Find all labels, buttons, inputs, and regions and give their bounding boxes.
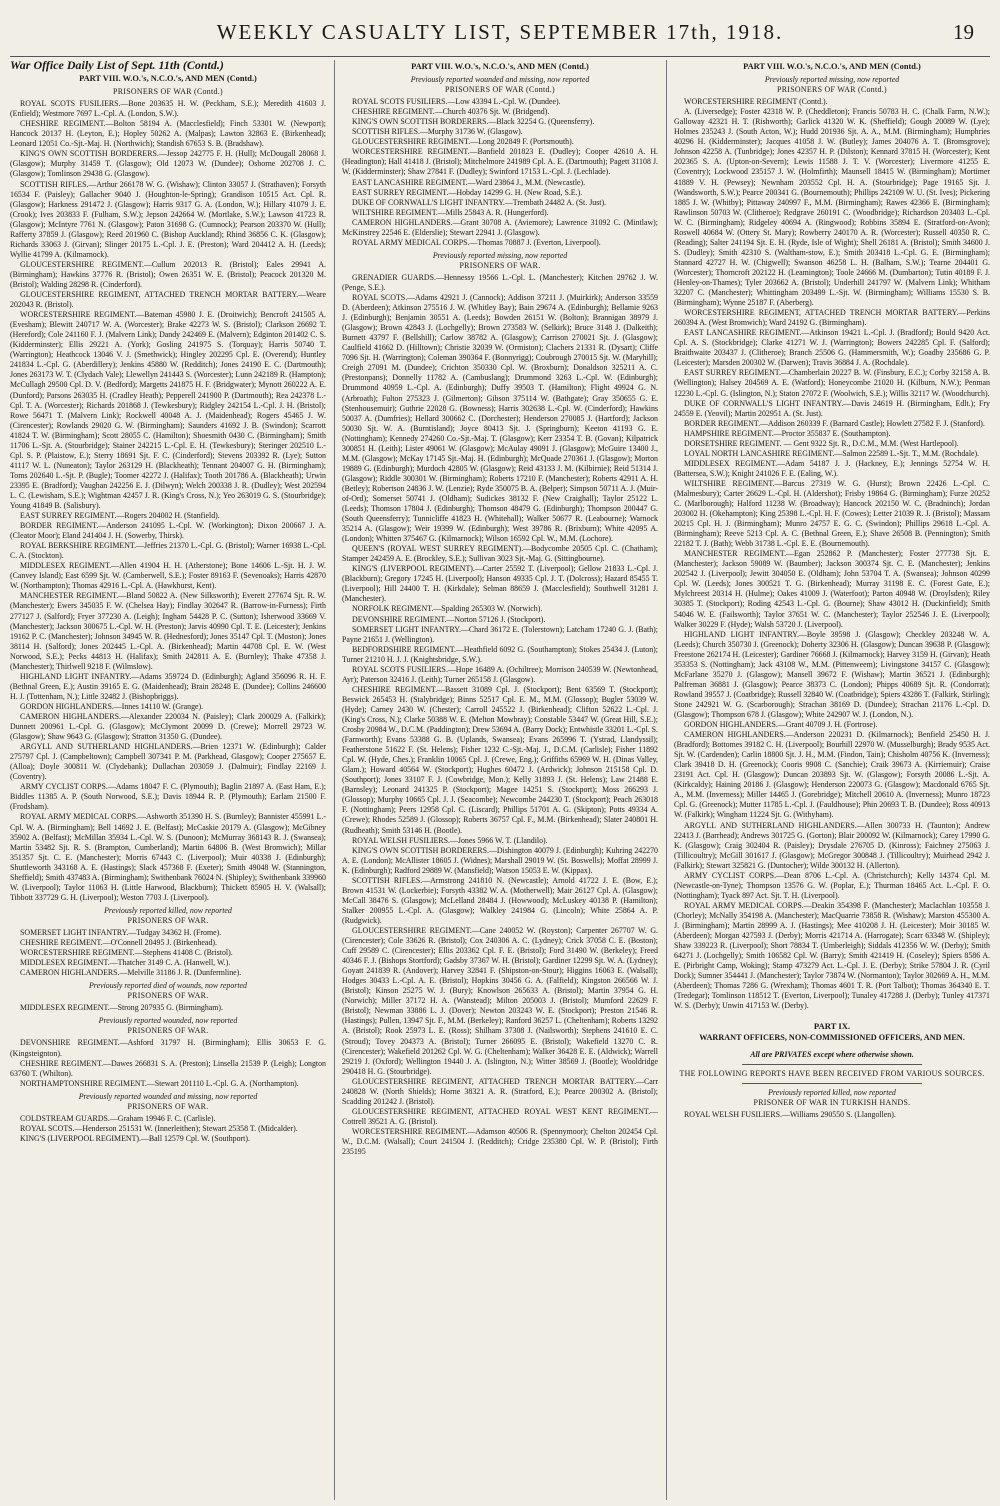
section-subheading: Previously reported died of wounds, now reported: [88, 981, 247, 991]
column-3: [674, 60, 990, 1500]
section-heading: PRISONERS OF WAR (Contd.): [777, 85, 887, 95]
column-2: [342, 60, 658, 1500]
casualty-entry: WILTSHIRE REGIMENT.—Mills 25843 A. R. (Hungerford).: [352, 207, 549, 217]
casualty-entry: CHESHIRE REGIMENT.—Dawes 266831 S. A. (Preston); Linsella 21539 P. (Leigh); Longton 63760 T. (Whilton).: [10, 1058, 326, 1078]
casualty-entry: GORDON HIGHLANDERS.—Grant 40709 J. H. (Fortrose).: [684, 720, 878, 730]
section-rule: [742, 1083, 922, 1084]
casualty-entry: ROYAL ARMY MEDICAL CORPS.—Deakin 354398 F. (Manchester); Maclachlan 103558 J. (Chorley); McNally 354198 A. (Manchester); MacQuarrie 73858 R. (Wishaw); Marston 455300 A. J. (Birmingham); Martin 28999 A. J. (Hastings); Mee 410208 J. H. (Leicester); Moir 30185 W. (Aberdeen); Morgan 427593 J. (Derby); Morris 421714 A. (Harrogate); Scarr 63348 W. (Shipley); Shaw 339223 R. (Liverpool); Short 78834 T. (Umberleigh); Siddals 412356 W. W. (Derby); Smith 64271 J. (Lochgelly); Smith 106582 Cpl. W. (Barry); Smith 421419 H. (Coseley); Spiers 8586 A. E. (Pirbright Camp, Woking); Stamp 473279 Act. L.-Cpl. J. E. (Derby); Strike 57804 J. R. (Cyril Dock); Sumner 354441 J. (Manchester); Taylor 73874 W. (Normanton); Taylor 302669 A. H., M.M. (Aberdeen); Thomas 7286 G. (Wrexham); Thomas 4601 T. R. (Port Talbot); Thomas 364340 E. T. (Tredegar); Tomlinson 118512 T. (Everton, Liverpool); Tunaley 417288 J. (Derby); Tunley 417371 W. S. (Derby); Unwin 417153 W. (Derby).: [674, 900, 990, 1011]
casualty-entry: GLOUCESTERSHIRE REGIMENT, ATTACHED TRENCH MORTAR BATTERY.—Weare 202043 R. (Bristol).: [10, 290, 326, 310]
casualty-entry: GLOUCESTERSHIRE REGIMENT.—Cane 240052 W. (Royston); Carpenter 267707 W. G. (Cirencester); Cole 33626 R. (Bristol); Cox 240306 A. C. (Lydney); Crick 37058 C. E. (Boston); Cuff 29589 C. (Cirencester); Ellis 203362 Cpl. F. E. (Bristol); Ford 31490 W. (Berkeley); Freed 40346 F. J. (Bishops Stortford); Gadsby 37367 W. H. (Bristol); Gardiner 12299 Sjt. W. A. (Lydney); Goyatt 241839 R. (Andover); Harvey 32841 F. (Shipston-on-Stour); Higgins 16063 E. (Walsall); Hodges 30433 L.-Cpl. A. E. (Bristol); Hopkins 30456 G. A. (Falfield); Kingston 266566 W. J. (Bristol); Kinson 25275 W. J. (Bury); Knowlson 265633 A. (Bristol); Martin 37954 G. H. (Norwich); Miller 37172 H. A. (Wanstead); Milton 205003 J. (Bristol); Mumford 22629 F. (Bristol); Newman 33886 L. J. (Dover); Newton 203243 W. E. (Stockport); Preston 21546 R. (Hastings); Pullen, 13947 Sjt. F., M.M. (Berkeley); Ranford 36257 L. (Cheltenham); Roberts 13292 A. (Bristol); Rook 25973 L. E. (Ross); Shilham 37308 J. (Nailsworth); Stephens 241610 E. C. (Stroud); Tovey 204373 A. (Bristol); Turner 266095 E. (Bristol); Wakefield 13270 C. R. (Cirencester); Wakefield 201262 Cpl. W. G. (Cheltenham); Walker 36428 E. E. (Aldwick); Warrell 29219 J. (Oxford); Wellington 19440 J. A. (Islington, N.); Witter 38569 J. (Bootle); Wooldridge 290418 H. G. (Stourbridge).: [342, 925, 658, 1076]
section-rule: [742, 1064, 922, 1065]
section-heading: PRISONER OF WAR IN TURKISH HANDS.: [753, 1097, 911, 1107]
column-divider: [334, 60, 335, 1500]
column-3-blocks: [674, 75, 990, 1011]
casualty-entry: WORCESTERSHIRE REGIMENT, ATTACHED TRENCH MORTAR BATTERY.—Perkins 260394 A. (West Bromwich); Ward 24192 G. (Birmingham).: [674, 308, 990, 328]
part-ix-subtitle: WARRANT OFFICERS, NON-COMMISSIONED OFFICERS, AND MEN.: [699, 1033, 965, 1043]
page-number: 19: [953, 20, 974, 44]
part-ix-note: All are PRIVATES except where otherwise shown.: [750, 1049, 914, 1059]
masthead: [0, 14, 1000, 54]
casualty-entry: ROYAL ARMY MEDICAL CORPS.—Thomas 70887 J. (Everton, Liverpool).: [352, 237, 601, 247]
section-heading: PRISONERS OF WAR.: [127, 915, 209, 925]
casualty-entry: MANCHESTER REGIMENT.—Bland 50822 A. (New Silksworth); Everett 277674 Sjt. R. W. (Manchester); Ewers 345035 F. W. (Chelsea Hay); Findlay 302647 R. (Barrow-in-Furness); Firth 277127 J. (Salford); Fryer 377230 A. (Leigh); Ingham 54428 P. C. (Sutton); Isherwood 33669 V. (Manchester); Jackson 300675 L.-Cpl. W. H. (Preston); Jarvis 40990 Cpl. T. E. (Leicester); Jenkins 19162 P. C. (Manchester); Johnson 34945 W. R. (Hednesford); Jones 35147 Cpl. T. (Moston); Jones 38114 H. (Salford); Jones 202445 L.-Cpl. A. (Birkenhead); Martin 44708 Cpl. E. W. (West Norwood, S.E.); Pecks 44813 H. (Halifax); Smith 242811 A. E. (Burnley); Thake 47358 J. (Manchester); Thirlwell 9218 F. (Wilmslow).: [10, 591, 326, 671]
masthead-title: WEEKLY CASUALTY LIST, SEPTEMBER 17th, 1918.: [216, 20, 784, 44]
casualty-entry: ROYAL BERKSHIRE REGIMENT.—Jeffries 21370 L.-Cpl. G. (Bristol); Warner 16938 L.-Cpl. C. A. (Stockton).: [10, 541, 326, 561]
list-heading: War Office Daily List of Sept. 11th (Contd.): [10, 60, 224, 72]
casualty-entry: CHESHIRE REGIMENT.—Bassett 31089 Cpl. J. (Stockport); Bent 63569 T. (Stockport); Beswick 265453 H. (Stalybridge); Binns 52517 Cpl. E. M., M.M. (Glossop); Bugler 53039 W. (Hyde); Carney 2430 W. (Chester); Carroll 245522 J. (Birkenhead); Clifton 52622 L.-Cpl. J. (King's Cross, N.); Clarke 50388 W. E. (Melton Mowbray); Constable 53447 W. (Great Hill, S.E.); Crosby 20984 W., D.C.M. (Paddington); Drew 53694 A. (Barry Dock); Entwhistle 33201 L.-Cpl. S. (Farnworth); Evans 53388 G. B. (Uplands, Swansea); Evans 265996 T. (Ystrad, Llandyssil); Featherstone 51622 F. (St. Helens); Fisher 1232 C.-Sjt.-Maj. J., D.C.M. (Carlisle); Fisher 11892 Cpl. W. (Hyde, Ches.); Franklin 10065 Cpl. J. (Crewe, Eng.); Griffiths 65969 W. H. (Dinas Valley, Glam.); Howard 40564 W. (Stockport); Hughes 60472 J. (Ardwick); Johnson 215158 Cpl. D. (Southport); Jones 33107 F. J. (Cowbridge, Mon.); Kelly 31893 J. (St. Helens); Law 21488 E. (Barnsley); Leonard 241325 P. (Stockport); Magee 14251 S. (Stockport); Moss 266293 J. (Glossop); Murphy 10665 Cpl. J. J. (Seacombe); Newcombe 244230 T. (Stockport); Peach 263018 F. (Nottingham); Peers 12958 Cpl. C. (Liscard); Phillips 51701 A. G. (Skipton); Potts 49334 A. (Crewe); Rhodes 52589 J. (Glossop); Roberts 36757 Cpl. F., M.M. (Birkenhead); Slater 240801 H. (Rudheath); Smith 53146 H. (Bootle).: [342, 684, 658, 835]
section-heading: PRISONERS OF WAR (Contd.): [113, 87, 223, 97]
part-ix-title: PART IX.: [813, 1021, 851, 1032]
column-1: [10, 60, 326, 1500]
casualty-entry: GLOUCESTERSHIRE REGIMENT.—Long 202849 F. (Portsmouth).: [352, 137, 574, 147]
casualty-entry: HAMPSHIRE REGIMENT.—Proctor 355837 E. (Southampton).: [684, 428, 891, 438]
casualty-entry: ARGYLL AND SUTHERLAND HIGHLANDERS.—Brien 12371 W. (Edinburgh); Calder 275797 Cpl. J. (Campbeltown); Campbell 307341 P. M. (Parkhead, Glasgow); Cooper 275657 E. (Alloa); Doyle 300811 W. (Clydebank); Dullachan 203059 J. (Dalmuir); Findlay 22169 J. (Coventry).: [10, 742, 326, 782]
casualty-entry: DORSETSHIRE REGIMENT. — Gent 9322 Sjt. R., D.C.M., M.M. (West Hartlepool).: [684, 438, 959, 448]
section-subheading: Previously reported killed, now reported: [104, 905, 232, 915]
casualty-entry: KING'S (LIVERPOOL REGIMENT).—Ball 12579 Cpl. W. (Southport).: [20, 1133, 250, 1143]
casualty-entry: QUEEN'S (ROYAL WEST SURREY REGIMENT).—Bodycombe 20505 Cpl. C. (Chatham); Stamper 242459 A. E. (Brockley, S.E.); Sullivan 3023 Sjt.-Maj. G. (Sittingbourne).: [342, 544, 658, 564]
casualty-entry: LOYAL NORTH LANCASHIRE REGIMENT.—Salmon 22589 L.-Sjt. T., M.M. (Rochdale).: [684, 448, 980, 458]
part-heading: PART VIII. W.O.'s, N.C.O.'s, AND MEN (Contd.): [79, 74, 257, 84]
casualty-entry: ROYAL ARMY MEDICAL CORPS.—Ashworth 351390 H. S. (Burnley); Bannister 455991 L.-Cpl. W. A. (Birmingham); Bell 14692 J. E. (Belfast); McCaskie 20179 A. (Glasgow); McGibney 35902 A. (Belfast); McMillan 35934 L.-Cpl. W. S. (Dunoon); McMurray 368143 R. J. (Swansea); Martin 53482 Sjt. R. S. (Brampton, Cumberland); Martin 64806 B. (West Bromwich); Millar 351357 Sjt. C. E. (Manchester); Morris 67443 C. (Liverpool); Muir 40338 J. (Edinburgh); Shuttleworth 343168 A. E. (Hastings); Slack 457368 F. (Exeter); Smith 49048 W. (Stannington, Sheffield); Smith 437483 A. (Birmingham); Swithenbank 76024 N. (Shipley); Swithenbank 339960 W. (Liverpool); Taylor 11063 H. (Little Harwood, Blackburn); Thickett 85905 H. V. (Walsall); Tibbott 337729 G. H. (Liverpool); Weston 7703 J. (Liverpool).: [10, 812, 326, 902]
part-ix-section: [674, 1021, 990, 1119]
casualty-entry: ROYAL SCOTS FUSILIERS.—Hope 16489 A. (Ochiltree); Morrison 240539 W. (Newtonhead, Ayr); Paterson 32416 J. (Leith); Turner 265158 J. (Glasgow).: [342, 664, 658, 684]
section-heading: PRISONERS OF WAR.: [127, 1101, 209, 1111]
casualty-entry: GLOUCESTERSHIRE REGIMENT, ATTACHED ROYAL WEST KENT REGIMENT.—Cottrell 39521 A. G. (Bristol).: [342, 1106, 658, 1126]
casualty-entry: GRENADIER GUARDS.—Hennessy 19566 L.-Cpl. L. (Manchester); Kitchen 29762 J. W. (Penge, S.E.).: [342, 272, 658, 292]
casualty-entry: SCOTTISH RIFLES.—Armstrong 241810 N. (Newcastle); Arnold 41722 J. E. (Bow, E.); Brown 41531 W. (Lockerbie); Forsyth 43382 W. A. (Motherwell); Mair 26127 Cpl. A. (Glasgow); McCall 38476 S. (Glasgow); McLelland 28484 J. (Howwood); McLuskey 40138 P. (Hamilton); Stalker 200955 L.-Cpl. A. (Glasgow); Walkley 241984 G. (Lincoln); White 25864 A. P. (Rudgwick).: [342, 875, 658, 925]
casualty-entry: HIGHLAND LIGHT INFANTRY.—Adams 359724 D. (Edinburgh); Agland 356096 R. H. F. (Bethnal Green, E.); Austin 39165 E. G. (Maidenhead); Brain 28248 E. (Dundee); Collins 246600 H. J. (Tottenham, N.); Little 32482 J. (Bishopbriggs).: [10, 671, 326, 701]
casualty-entry: EAST SURREY REGIMENT.—Hobday 14299 G. H. (New Road, S.E.).: [352, 187, 583, 197]
casualty-entry: WORCESTERSHIRE REGIMENT.—Adamson 40506 R. (Spennymoor); Chelton 202454 Cpl. W., D.C.M. (Walsall); Court 241504 J. (Redditch); Cridge 235380 Cpl. W. P. (Bristol); Firth 235195: [342, 1126, 658, 1157]
casualty-entry: WORCESTERSHIRE REGIMENT.—Banfield 201823 E. (Dudley); Cooper 42610 A. H. (Headington); Hall 41418 J. (Bristol); Mitchelmore 241989 Cpl. A. E. (Dartmouth); Pagett 31108 J. W. (Kidderminster); Shaw 27841 F. (Dudley); Swinford 17153 L.-Cpl. J. (Lechlade).: [342, 147, 658, 177]
casualty-entry: EAST SURREY REGIMENT.—Rogers 204002 H. (Stanfield).: [20, 511, 220, 521]
casualty-entry: MIDDLESEX REGIMENT.—Adam 54187 J. J. (Hackney, E.); Jennings 52754 W. H. (Battersea, S.W.); Knight 241026 F. E. (Ealing, W.).: [674, 458, 990, 478]
casualty-entry: ROYAL WELSH FUSILIERS.—Williams 290550 S. (Llangollen).: [684, 1109, 896, 1119]
casualty-entry: BORDER REGIMENT.—Addison 260339 F. (Barnard Castle); Howlett 27582 F. J. (Stanford).: [684, 418, 985, 428]
casualty-entry: WORCESTERSHIRE REGIMENT (Contd.).: [684, 97, 828, 107]
casualty-entry: MIDDLESEX REGIMENT.—Strong 207935 G. (Birmingham).: [20, 1003, 224, 1013]
casualty-entry: DEVONSHIRE REGIMENT.—Norton 57126 J. (Stockport).: [352, 614, 546, 624]
casualty-entry: KING'S OWN SCOTTISH BORDERERS.—Dishington 40079 J. (Edinburgh); Kuhring 242270 A. E. (London); McAllister 18605 J. (Widnes); Marshall 29019 W. (St. Boswells); Moffat 28999 J. K. (Edinburgh); Radford 29889 W. (Mansfield); Watson 15053 E. W. (Kippax).: [342, 845, 658, 875]
casualty-entry: GORDON HIGHLANDERS.—Innes 14110 W. (Grange).: [20, 701, 204, 711]
casualty-entry: MANCHESTER REGIMENT.—Egan 252862 P. (Manchester); Foster 277738 Sjt. E. (Manchester); Jackson 59089 W. (Baumber); Jackson 300374 Sjt. C. E. (Manchester); Jenkins 202542 J. (Liverpool); Jewitt 304050 E. (Oldham); John 53704 T. A. (Swansea); Johnson 40299 Cpl. W. (Leeds); Jones 300521 T. G. (Birkenhead); Murray 31198 E. C. (Forest Gate, E.); Mylchreest 20314 H. (Hulme); Oakes 41009 J. (Waterfoot); Parton 40948 W. (Droylsden); Riley 30385 T. (Stockport); Roding 42543 L.-Cpl. G. (Bourne); Shaw 43012 H. (Duckinfield); Smith 54046 W. E. (Failsworth); Taylor 37651 W. C. (Manchester); Taylor 252546 J. E. (Liverpool); Walker 30229 F. (Hyde); Walsh 53720 J. (Liverpool).: [674, 549, 990, 629]
column-divider: [666, 60, 667, 1500]
casualty-entry: ROYAL WELSH FUSILIERS.—Jones 5966 W. T. (Llandilo).: [352, 835, 548, 845]
casualty-entry: MIDDLESEX REGIMENT.—Thatcher 3149 C. A. (Hanwell, W.).: [20, 958, 231, 968]
casualty-entry: SOMERSET LIGHT INFANTRY.—Tudgay 34362 H. (Frome).: [20, 927, 222, 937]
section-subheading: Previously reported missing, now reported: [432, 250, 568, 260]
casualty-entry: MIDDLESEX REGIMENT.—Allen 41904 H. H. (Atherstone); Bone 14606 L.-Sjt. H. J. W. (Canvey Island); East 6599 Sjt. W. (Camberwell, S.E.); Foster 89163 F. (Sevenoaks); Harris 42870 W. (Northampton); Thomas 42916 L.-Cpl. A. (Hawkhurst, Kent).: [10, 561, 326, 591]
part-heading: PART VIII. W.O.'s, N.C.O.'s, AND MEN (Contd.): [743, 62, 921, 71]
casualty-entry: CAMERON HIGHLANDERS.—Alexander 220034 N. (Paisley); Clark 200029 A. (Falkirk); Dunnett 200961 L.-Cpl. G. (Glasgow); McClymont 20099 D. (Crewe); Morrell 29723 W. (Glasgow); Shaw 9643 G. (Glasgow); Stratton 31350 G. (Dundee).: [10, 712, 326, 742]
casualty-entry: CHESHIRE REGIMENT.—Bolton 58194 A. (Macclesfield); Finch 53301 W. (Newport); Hancock 20137 H. (Leyton, E.); Hopley 50262 A. (Malpas); Lawton 32863 E. (Birkenhead); Leonard 12051 Co.-Sjt.-Maj. H. (Northwich); Standish 67653 S. B. (Bradshaw).: [10, 119, 326, 149]
casualty-entry: BEDFORDSHIRE REGIMENT.—Heathfield 6092 G. (Southampton); Stokes 25434 J. (Luton); Turner 21210 H. J. J. (Knightsbridge, S.W.).: [342, 644, 658, 664]
casualty-entry: HIGHLAND LIGHT INFANTRY.—Boyle 39598 J. (Glasgow); Checkley 203248 W. A. (Leeds); Church 350730 J. (Greenock); Doherty 32306 H. (Glasgow); Duncan 39638 P. (Glasgow); Freestone 262174 H. (Leicester); Gardiner 76668 J. (Kilmarnock); Harvey 3159 H. (Girvan); Heath 353353 S. (Nottingham); Jack 43108 W., M.M. (Pittenweem); Livingstone 34157 C. (Glasgow); McFarlane 35270 J. (Glasgow); Mansell 39672 F. (Wishaw); Martin 36521 J. (Edinburgh); Palfreman 36881 J. (Glasgow); Pearce 38373 C. (London); Phipps 40689 Sjt. R. (Condorrat); Rowland 39557 J. (Coatbridge); Russell 32840 W. (Coatbridge); Spiers 43286 T. (Falkirk, Stirling); Stone 242921 W. G. (Scarborough); Strachan 38169 D. (Dundee); Strachan 21176 L.-Cpl. D. (Glasgow); Thompson 678 J. (Glasgow); White 242907 W. J. (London, N.).: [674, 629, 990, 719]
casualty-entry: ROYAL SCOTS.—Adams 42921 J. (Cannock); Addison 37211 J. (Muirkirk); Anderson 33559 D. (Aberdeen); Atkinson 275516 J. W. (Whitley Bay); Bain 29674 A. (Edinburgh); Bellamie 9263 J. (Edinburgh); Benjamin 30551 A. (Leeds); Bowden 26151 W. (Bolton); Brannigan 38979 J. (Glasgow); Brown 42843 J. (Lochgelly); Brown 273583 W. (Selkirk); Bruce 3148 J. (Dalkeith); Burnett 43797 F. (Bellshill); Carlow 38782 A. (Glasgow); Carrison 270021 Sjt. J. (Glasgow); Caulfield 41662 D. (Hilltown); Christie 32039 W. (Ormiston); Clachers 21331 R. (Dysart); Cliffe 7096 Sjt. H. (Warrington); Coleman 390364 F. (Bonnyrigg); Coubrough 270015 Sjt. W. (Maryhill); Creigh 27091 M. (Dundee); Crichton 350330 Cpl. W. (Broxburn); Donaldson 325211 A. C. (Prestonpans); Donnelly 11782 A. (Cambuslang); Drummond 3263 L.-Cpl. W. (Edinburgh); Drummond 40959 L.-Cpl. A. (Edinburgh); Duffy 39503 T. (Hamilton); Flight 49924 G. N. (Arbroath); Fulton 275323 J. (Gilmerton); Gibson 375114 W. (Bathgate); Gray 350655 G. E. (Stenhousemuir); Guthrie 22028 G. (Bowness); Harris 302638 L.-Cpl. W. (Cinderford); Hawkins 50037 A. (Dumfries); Hellard 300662 C. (Dorchester); Henderson 270085 J. (Hartford); Jackson 50030 Sjt. W. A. (Burntisland); Joyce 80413 Sjt. J. (Springburn); Keeton 41193 G. E. (Nottingham); Kennedy 274260 Co.-Sjt.-Maj. T. (Glasgow); Kerr 23354 T. B. (Govan); Kilpatrick 300851 H. (Leith); Lister 49061 W. (Glasgow); McAulay 49091 J. (Glasgow); McGuire 13400 J., M.M. (Glasgow); McKay 17145 Sjt.-Maj. H. (Edinburgh); McQuade 270361 J. (Glasgow); Morton 19889 G. (Edinburgh); Murdoch 42805 W. (Glasgow); Reid 43133 J. M. (Kilbirnie); Reid 51314 J. (Glasgow); Riddle 300301 W. (Birmingham); Roberts 17210 F. (Manchester); Roberts 42911 A. H. (Betley); Robertson 24836 J. W. (Lenzie); Ryde 350075 B. A. (Belper); Simpson 50711 A. J. (Muir-of-Ord); Somerset 50741 J. (Oldham); Sudickes 38132 F. (New Craighall); Taylor 25122 L. (Leeds); Thomson 17804 J. (Edinburgh); Thomson 48479 G. (Edinburgh); Thompson 200447 G. (South Queensferry); Tunnicliffe 41823 H. (Whitehall); Walker 50677 R. (Leabourne); Warnock 35214 A. (Glasgow); Weir 19399 W. (Edinburgh); West 39786 R. (Brixburn); White 42095 A. (London); Whitten 375467 G. (Kilmarnock); Wilson 16592 Cpl. W., M.M. (Lochore).: [342, 293, 658, 544]
column-1-blocks: [10, 87, 326, 1144]
casualty-entry: COLDSTREAM GUARDS.—Graham 19946 F. C. (Carlisle).: [20, 1113, 216, 1123]
casualty-entry: KING'S OWN SCOTTISH BORDERERS.—Jessop 242775 F. H. (Hull); McDougall 28068 J. (Glasgow); Murphy 31459 T. (Glasgow); Old 12073 W. (Dundee); Osborne 202708 J. C. (Glasgow); Tomlinson 29438 G. (Glasgow).: [10, 149, 326, 179]
casualty-entry: ARMY CYCLIST CORPS.—Dean 8706 L.-Cpl. A. (Christchurch); Kelly 14374 Cpl. M. (Newcastle-on-Tyne); Thompson 13576 G. W. (Poplar, E.); Thurman 18465 Act. L.-Cpl. F. O. (Nottingham); Tyack 897 Act. Sjt. T. H. (Liverpool).: [674, 870, 990, 900]
section-subheading: Previously reported wounded and missing, now reported: [78, 1091, 258, 1101]
casualty-entry: KING'S (LIVERPOOL REGIMENT).—Carter 25592 T. (Liverpool); Gellow 21833 L.-Cpl. J. (Blackburn); Gregory 17245 H. (Liverpool); Hanson 49335 Cpl. J. T. (Dolcross); Hazard 85455 T. (Liverpool); Hill 24400 T. H. (Kirkdale); Selman 88659 J. (Macclesfield); Southwell 31281 J. (Manchester).: [342, 564, 658, 604]
section-heading: PRISONERS OF WAR.: [127, 991, 209, 1001]
section-subheading: Previously reported wounded, now reported: [98, 1016, 238, 1026]
casualty-entry: DUKE OF CORNWALL'S LIGHT INFANTRY.—Trembath 24482 A. (St. Just).: [352, 197, 607, 207]
casualty-entry: NORFOLK REGIMENT.—Spalding 265303 W. (Norwich).: [352, 604, 543, 614]
casualty-entry: CHESHIRE REGIMENT.—Church 40376 Sjt. W. (Bridgend).: [352, 107, 550, 117]
casualty-entry: DUKE OF CORNWALL'S LIGHT INFANTRY.—Davis 24619 H. (Birmingham, Edlt.); Fry 24559 E. (Yeovil); Martin 202951 A. (St. Just).: [674, 398, 990, 418]
part-heading: PART VIII. W.O.'s, N.C.O.'s, AND MEN (Contd.): [411, 62, 589, 71]
casualty-entry: GLOUCESTERSHIRE REGIMENT.—Cullum 202013 R. (Bristol); Eales 29941 A. (Birmingham); Hawkins 37776 R. (Bristol); Owen 26351 W. E. (Bristol); Peacock 201320 M. (Bristol); Walding 28298 R. (Cinderford).: [10, 259, 326, 289]
casualty-entry: ARMY CYCLIST CORPS.—Adams 18047 F. C. (Plymouth); Baglin 21897 A. (East Ham, E.); Biddles 11385 A. P. (South Norwood, S.E.); Davis 18944 R. P. (Plymouth); Earlam 21500 F. (Frodsham).: [10, 782, 326, 812]
casualty-entry: SCOTTISH RIFLES.—Arthur 266178 W. G. (Wishaw); Clinton 33057 J. (Strathaven); Forsyth 16534 F. (Paisley); Gallacher 9040 J. (Houghton-le-Spring); Grandison 10515 Act. Cpl. R. (Glasgow); Harkness 291472 J. (Glasgow); Harris 9317 G. A. (London, W.); Hillary 41079 J. E. (Crook); Ives 203833 F. (Fulham, S.W.); Jepson 242664 W. (Mortlake, S.W.); Lawson 41723 R. (Glasgow); McIntyre 7761 N. (Glasgow); Paton 31698 G. (Cumnock); Pearson 203370 W. (Hull); Rafferty 37859 J. (Glasgow); Reed 201960 C. (Bishop Auckland); Rhind 36856 C. K. (Glasgow); Richards 33063 J. (Girvan); Slinger 20175 L.-Cpl. J. E. (Preston); Ward 204412 A. H. (Leeds); Wyllie 41799 A. (Kilmarnock).: [10, 179, 326, 259]
casualty-entry: WILTSHIRE REGIMENT.—Barcus 27319 W. G. (Hurst); Brown 22426 L.-Cpl. C. (Malmesbury); Carter 26629 L.-Cpl. H. (Aldershot); Frisby 19864 G. (Birmingham); Furze 20252 C. (Marlborough); Halford 11238 W. (Broadway); Hancock 202150 W. C. (Bradninch); Jordan 203002 H. (Okehampton); King 25398 L.-Cpl. H. F. (Cowes); Letter 21039 R. J. (Bristol); Massam 20215 Cpl. H. J. (Birmingham); Munro 24757 E. G. C. (Swindon); Phillips 29618 L.-Cpl. A. (Birmingham); Reeve 5213 Cpl. A. C. (Bethnal Green, E.); Shave 26508 B. (Pennington); Smith 22182 T. J. (Bath); Webb 31738 L.-Cpl. E. E. (Bournemouth).: [674, 478, 990, 549]
section-heading: PRISONERS OF WAR (Contd.): [445, 85, 555, 95]
casualty-entry: ARGYLL AND SUTHERLAND HIGHLANDERS.—Allen 300733 H. (Taunton); Andrew 22413 J. (Barrhead); Andrews 301725 G. (Gorton); Blair 200092 W. (Kilmarnock); Carey 17990 G. K. (Glasgow); Craig 302404 R. (Paisley); Drysdale 276705 D. (Kinross); Faichney 275063 J. (Tillicoultry); McGill 301617 J. (Glasgow); McGregor 300848 J. (Tillicoultry); Muirhead 2942 J. (Falkirk); Stewart 325821 G. (Duntocher); Wilde 300132 H. (Allerton).: [674, 820, 990, 870]
casualty-entry: BORDER REGIMENT.—Anderson 241095 L.-Cpl. W. (Workington); Dixon 200667 J. A. (Cleator Moor); Eland 241404 J. H. (Sowerby, Thirsk).: [10, 521, 326, 541]
casualty-entry: ROYAL SCOTS FUSILIERS.—Bone 203635 H. W. (Peckham, S.E.); Meredith 41603 J. (Enfield); Westmore 7697 L.-Cpl. A. (London, S.W.).: [10, 99, 326, 119]
casualty-entry: CHESHIRE REGIMENT.—O'Connell 20495 J. (Birkenhead).: [20, 938, 217, 948]
casualty-entry: GLOUCESTERSHIRE REGIMENT, ATTACHED TRENCH MORTAR BATTERY.—Carr 240828 W. (North Shields); Horne 38321 A. R. (Stratford, E.); Pearce 200302 A. (Bristol); Scadding 201242 J. (Bristol).: [342, 1076, 658, 1106]
casualty-entry: EAST LANCASHIRE REGIMENT.—Ward 23864 J., M.M. (Newcastle).: [352, 177, 586, 187]
casualty-entry: A. (Liversedge); Foster 42318 W. P. (Cheddleton); Francis 50783 H. C. (Chalk Farm, N.W.); Galloway 42321 H. T. (Rishworth); Garlick 41320 W. K. (Sheffield); Gough 20089 W. (Lye); Holmes 235243 J. (South Acton, W.); Hudd 201936 Sjt. A. A., M.M. (Birmingham); Humphries 40296 H. (Kidderminster); Jacques 41058 J. W. (Butley); James 204076 A. T. (Bromsgrove); Johnson 42258 A. (Tunbridge); Jones 42357 H. P. (Dilston); Kennard 37815 H. (Worcester); Kent 202365 S. A. (Upton-on-Severn); Lewis 11588 J. T. V. (Worcester); Livermore 41255 E. (Coventry); Lockwood 235157 J. W. (Holmfirth); Maunsell 18415 W. (Birmingham); Mortimer 41889 V. H. (Pewsey); Newnham 203552 Cpl. H. A. (Stourbridge); Page 19165 Sjt. J. (Wandsworth, S.W.); Pearce 200341 G. (Bournemouth); Phillips 242109 W. U. (St. Ives); Pickering 1885 J. W. (Whitby); Pittaway 240997 F., M.M. (Birmingham); Rawes 42366 E. (Birmingham); Rawlinson 50703 W. (Clitheroe); Redgrave 260191 C. (Woodbridge); Richardson 203403 L.-Cpl. W. C. (Birmingham); Ridgeley 40694 A. (Ringwood); Robbins 35894 E. (Stratford-on-Avon); Roswell 40684 W. (Ottery St. Mary); Rowberry 240170 A. R. (Worcester); Russell 40350 R. C. (Reading); Salter 241194 Sjt. E. H. (Ryde, Isle of Wight); Shell 26181 A. (Bristol); Smith 34600 J. S. (Dudley); Smith 42310 S. (Waltham-stow, E.); Smith 203418 L.-Cpl. G. E. (Birmingham); Stannard 42727 H. W. (Chigwell); Swanson 46258 L. H. (Balham, S.W.); Tearne 204401 G. (Worcester); Thorncroft 202122 H. (Leamington); Toole 24666 M. (Dumbarton); Tutin 40189 F. J. (Henley-on-Thames); Tyler 203662 A. (Bristol); Underhill 241797 W. (Malvern Link); Whitham 32207 C. (Manchester); Whittingham 203499 L.-Sjt. W. (Birmingham); Williams 15530 S. B. (Birmingham); Wynne 25187 F. (Aberberg).: [674, 107, 990, 308]
casualty-entry: CAMERON HIGHLANDERS.—Anderson 220231 D. (Kilmarnock); Benfield 25450 H. J. (Bradford); Bottomes 39182 C. H. (Liverpool); Bourhill 22970 W. (Musselburgh); Brady 9535 Act. Sjt. W. (Cardenden); Carlin 18800 Sjt. J. H., M.M. (Findon, Tain); Chisholm 40756 K. (Inverness); Clark 39418 D. H. (Greenock); Cooris 9908 C. (Sanchie); Craik 39673 A. (Kirriemuir); Craise 23191 Act. Cpl. H. (Glasgow); Duncan 203893 Sjt. W. (Glasgow); Forsyth 20086 L.-Sjt. A. (Kirkcaldy); Haining 20186 J. (Glasgow); Henderson 220073 G. (Glasgow); Macdonald 6765 Sjt. A., M.M. (Inverness); Miller 14465 J. (Gorebridge); Mitchell 20610 A. (Inverness); Munro 18723 Cpl. G. (Greenock); Mutter 11785 L.-Cpl. J. (Fauldhouse); Phin 20693 T. B. (Dundee); Ross 40913 W. (Falkirk); Wingham 11224 Sjt. G. (Withyham).: [674, 730, 990, 820]
casualty-entry: SOMERSET LIGHT INFANTRY.—Chard 36172 E. (Tolerstown); Latcham 17240 G. J. (Bath); Payne 21651 J. (Wellington).: [342, 624, 658, 644]
casualty-entry: WORCESTERSHIRE REGIMENT.—Stephens 41408 C. (Bristol).: [20, 948, 233, 958]
casualty-entry: DEVONSHIRE REGIMENT.—Ashford 31797 H. (Birmingham); Ellis 30653 F. G. (Kingsteignton).: [10, 1038, 326, 1058]
casualty-entry: CAMERON HIGHLANDERS.—Grant 30708 A. (Aviemore); Lawrence 31092 C. (Mintlaw); McKinstrey 22546 E. (Elderslie); Stewart 22941 J. (Glasgow).: [342, 217, 658, 237]
casualty-entry: KING'S OWN SCOTTISH BORDERERS.—Black 32254 G. (Queensferry).: [352, 117, 595, 127]
casualty-entry: WORCESTERSHIRE REGIMENT.—Bateman 45980 J. E. (Droitwich); Bencroft 241505 A. (Evesham); Blewitt 240717 W. A. (Worcester); Brake 42273 W. S. (Bristol); Clarkson 26692 T. (Hereford); Cole 241160 F. J. (Malvern Link); Dandy 242469 E. (Malvern); Edginton 201402 C. S. (Kidderminster); Ellis 29221 A. (York); Gosling 241975 S. (Torquay); Harris 50740 T. (Warrington); Heathcock 13046 V. J. (Smethwick); Hingley 202295 Cpl. E. (Overend); Huntley 241834 L.-Cpl. G. (Aberdillery); Jenkins 45880 W. (Redditch); Jones 24190 E. C. (Dartmouth); Jones 263173 W. T. (Clydach Vale); Llewellyn 241443 S. (Worcester); Lunn 242189 R. (Hampton); McCullagh 29500 Cpl. D. V. (Bedford); Margetts 241875 H. F. (Bridgwater); Mynott 260222 A. E. (Dunford); Parsons 263035 H. (Cradley Heath); Pepperell 241900 P. (Dartmouth); Rea 242378 L.-Cpl. T. A. (Worcester); Richards 201868 J. (Tewkesbury); Ridgley 242154 L.-Cpl. J. H. (Bristol); Rowe 56471 T. (Malvern Link); Rockwell 40048 A. J. (Maidenhead); Rogers 45465 J. W. (Cirencester); Rowlands 29020 G. W. (Birmingham); Saunders 41692 J. B. (Swindon); Scarrott 41824 T. W. (Birmingham); Scott 28055 C. (Hamilton); Shoesmith 0430 C. (Birmingham); Smith 11706 L.-Sjt. A. (Stourbridge); Stainer 242215 L.-Cpl. E. H. (Tewkesbury); Steringer 202510 L.-Cpl. S. P. (Plaistow, E.); Sterry 18691 Sjt. F. C. (Cinderford); Stevens 203392 R. (Lye); Sutton 41117 W. L. (Nuneaton); Taylor 263129 H. (Blackheath); Tennant 204007 G. H. (Birmingham); Toms 202640 L.-Sjt. P. (Bugle); Toomer 42272 J. (Halifax); Tooth 201786 A. (Blackheath); Urwin 23395 E. (Bradford); Vaughan 242256 E. J. (Dilwyn); Welch 200338 J. R. (Dudley); West 202594 L. C. (Lewisham, S.E.); Wightman 42457 J. R. (King's Cross, N.); Yeo 263019 G. S. (Stourbridge); Young 41849 B. (Salisbury).: [10, 310, 326, 511]
section-subheading: Previously reported missing, now reported: [764, 75, 900, 85]
section-heading: PRISONERS OF WAR.: [127, 1026, 209, 1036]
casualty-entry: ROYAL SCOTS FUSILIERS.—Low 43394 L.-Cpl. W. (Dundee).: [352, 97, 561, 107]
section-heading: PRISONERS OF WAR.: [459, 260, 541, 270]
masthead-rule: [10, 56, 990, 57]
column-2-blocks: [342, 75, 658, 1157]
section-subheading: Previously reported killed, now reported: [768, 1087, 896, 1097]
section-subheading: Previously reported wounded and missing, now reported: [410, 75, 590, 85]
casualty-entry: EAST LANCASHIRE REGIMENT.—Atkinson 19421 L.-Cpl. J. (Bradford); Bould 9420 Act. Cpl. A. S. (Stockbridge); Clarke 41271 W. J. (Warrington); Bowers 242285 Cpl. F. (Salford); Braithwaite 203437 J. (Clitheroe); Branch 25506 G. (Hammersmith, W.); Goadby 235686 G. P. (Leicester); Marsden 200302 W. (Darwen); Travis 36884 J. A. (Rochdale).: [674, 328, 990, 368]
part-ix-reports: THE FOLLOWING REPORTS HAVE BEEN RECEIVED FROM VARIOUS SOURCES.: [679, 1068, 985, 1078]
casualty-entry: EAST SURREY REGIMENT.—Chamberlain 20227 B. W. (Finsbury, E.C.); Corby 32158 A. B. (Wellington); Halsey 204569 A. E. (Watford); Honeycombe 21020 H. (Kilburn, N.W.); Penman 12230 L.-Cpl. G. (Islington, N.); Staton 27072 F. (Woolwich, S.E.); Willis 32117 W. (Woodchurch).: [674, 368, 990, 398]
casualty-entry: CAMERON HIGHLANDERS.—Melville 31186 J. R. (Dunfermline).: [20, 968, 242, 978]
casualty-entry: ROYAL SCOTS.—Henderson 251531 W. (Innerleithen); Stewart 25358 T. (Midcalder).: [20, 1123, 298, 1133]
casualty-entry: NORTHAMPTONSHIRE REGIMENT.—Stewart 201110 L.-Cpl. G. A. (Northampton).: [20, 1078, 299, 1088]
casualty-entry: SCOTTISH RIFLES.—Murphy 31736 W. (Glasgow).: [352, 127, 523, 137]
